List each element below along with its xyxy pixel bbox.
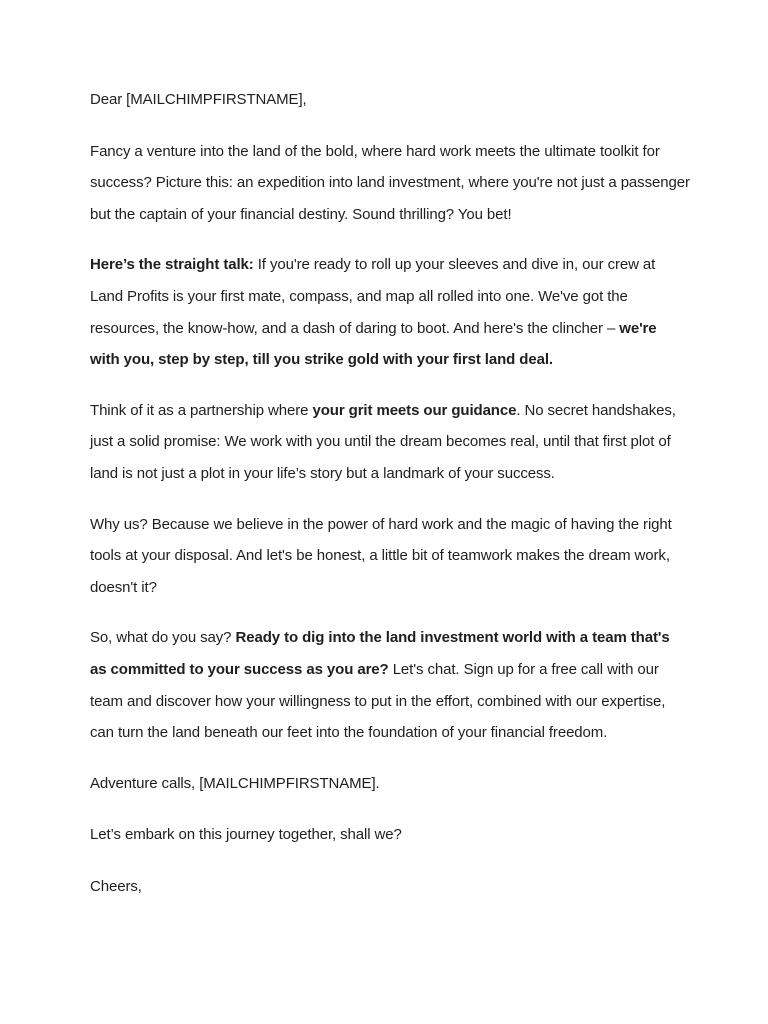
letter-body bbox=[90, 84, 690, 922]
straight-talk-text: If you're ready to roll up your sleeves and dive in, our crew at Land Profits is your first mate, compass, and map all rolled into one. We've got the resources, the know-how, and a dash of daring to boot. And here's the clincher – bbox=[90, 256, 656, 337]
partnership-bold: your grit meets our guidance bbox=[312, 401, 517, 419]
signoff: Cheers, bbox=[90, 877, 142, 895]
paragraph-adventure-calls: Adventure calls, [MAILCHIMPFIRSTNAME]. bbox=[90, 774, 380, 792]
paragraph-embark: Let’s embark on this journey together, shall we? bbox=[90, 826, 402, 844]
paragraph-straight-talk bbox=[90, 249, 690, 375]
partnership-text-before: Think of it as a partnership where bbox=[90, 401, 313, 419]
cta-bold: Ready to dig into the land investment world with a team that's as committed to your success as you are? bbox=[90, 629, 670, 678]
paragraph-call-to-action bbox=[90, 622, 690, 748]
cta-text-after: Let's chat. Sign up for a free call with our team and discover how your willingness to put in the effort, combined with our expertise, can turn the land beneath our feet into the foundation of your financial freedom. bbox=[90, 660, 666, 742]
greeting: Dear [MAILCHIMPFIRSTNAME], bbox=[90, 91, 307, 108]
cta-text-before: So, what do you say? bbox=[90, 629, 236, 647]
paragraph-why-us: Why us? Because we believe in the power of hard work and the magic of having the right tools at your disposal. And let's be honest, a little bit of teamwork makes the dream work, doesn't it? bbox=[90, 515, 672, 596]
paragraph-partnership bbox=[90, 395, 690, 490]
straight-talk-lead: Here’s the straight talk: bbox=[90, 256, 254, 274]
paragraph-intro: Fancy a venture into the land of the bold, where hard work meets the ultimate toolkit for success? Picture this: an expedition into land investment, where you're not just a passenger but the captain of your financial destiny. Sound thrilling? You bet! bbox=[90, 142, 690, 223]
partnership-text-after: . No secret handshakes, just a solid promise: We work with you until the dream becomes real, until that first plot of land is not just a plot in your life’s story but a landmark of your success. bbox=[90, 401, 676, 482]
straight-talk-promise: we're with you, step by step, till you strike gold with your first land deal. bbox=[90, 319, 657, 369]
